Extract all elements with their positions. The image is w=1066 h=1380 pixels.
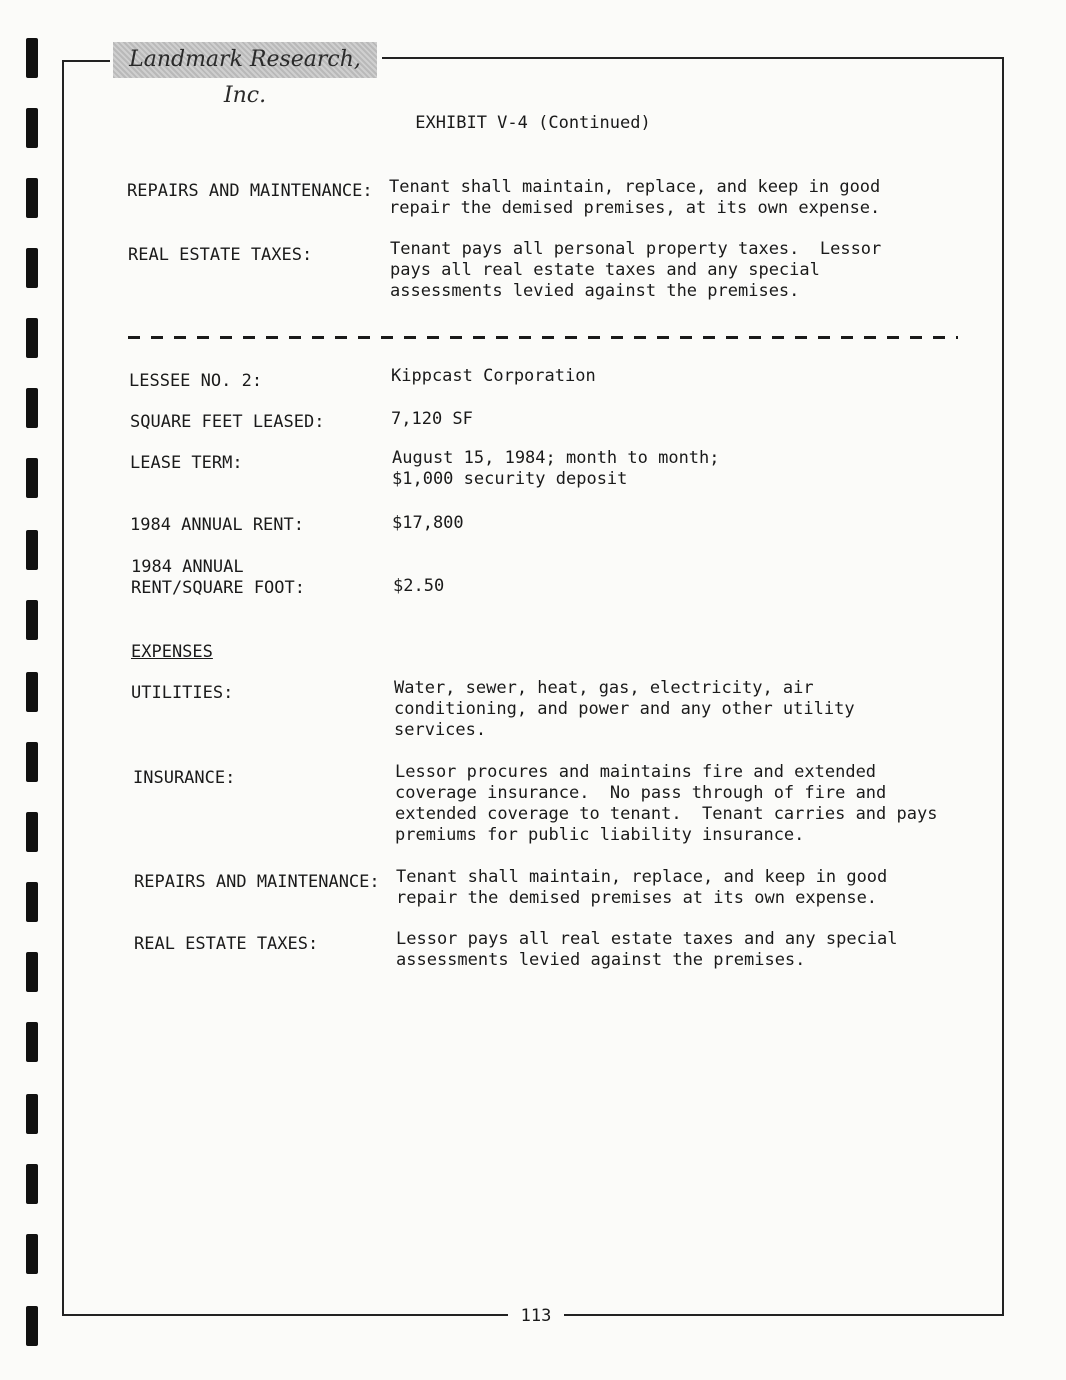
real-estate-taxes-text: Tenant pays all personal property taxes. Lessor pays all real estate taxes and any special assessments levied against the premises. (390, 239, 882, 301)
real-estate-taxes-text-2: Lessor pays all real estate taxes and any special assessments levied against the premises. (396, 929, 898, 970)
binder-mark (26, 1234, 38, 1274)
frame-top-right (382, 57, 1004, 59)
page-number: 113 (508, 1306, 564, 1326)
square-feet-value: 7,120 SF (391, 409, 473, 429)
binder-mark (26, 248, 38, 288)
lease-term-label: LEASE TERM: (130, 453, 243, 473)
section-divider (128, 336, 958, 339)
binder-mark (26, 600, 38, 640)
binder-mark (26, 1094, 38, 1134)
binder-mark (26, 742, 38, 782)
repairs-text-2: Tenant shall maintain, replace, and keep in good repair the demised premises at its own expense. (396, 867, 888, 908)
insurance-text: Lessor procures and maintains fire and extended coverage insurance. No pass through of fire and extended coverage to tenant. Tenant carries and pays premiums for public liability insurance. (395, 762, 938, 845)
lessee-value: Kippcast Corporation (391, 366, 596, 386)
binder-mark (26, 1022, 38, 1062)
binder-mark (26, 38, 38, 78)
binder-mark (26, 178, 38, 218)
repairs-text: Tenant shall maintain, replace, and keep in good repair the demised premises, at its own expense. (389, 177, 881, 218)
square-feet-label: SQUARE FEET LEASED: (130, 412, 325, 432)
annual-rent-value: $17,800 (392, 513, 464, 533)
real-estate-taxes-label-2: REAL ESTATE TAXES: (134, 934, 319, 954)
binder-mark (26, 1306, 38, 1346)
real-estate-taxes-label: REAL ESTATE TAXES: (128, 245, 313, 265)
lease-term-value: August 15, 1984; month to month; $1,000 security deposit (392, 448, 720, 489)
binder-mark (26, 812, 38, 852)
frame-right (1002, 57, 1004, 1315)
frame-left (62, 60, 64, 1315)
binder-mark (26, 952, 38, 992)
expenses-heading: EXPENSES (131, 642, 213, 662)
binder-mark (26, 318, 38, 358)
frame-top-left (62, 60, 110, 62)
binder-mark (26, 530, 38, 570)
rent-per-sf-label: 1984 ANNUAL RENT/SQUARE FOOT: (131, 557, 305, 598)
binder-mark (26, 388, 38, 428)
repairs-label: REPAIRS AND MAINTENANCE: (127, 181, 373, 201)
exhibit-title: EXHIBIT V-4 (Continued) (415, 113, 651, 133)
binder-mark (26, 882, 38, 922)
binder-mark (26, 672, 38, 712)
company-logo: Landmark Research, Inc. (113, 42, 377, 78)
rent-per-sf-value: $2.50 (393, 576, 445, 596)
binder-mark (26, 458, 38, 498)
repairs-label-2: REPAIRS AND MAINTENANCE: (134, 872, 380, 892)
binder-mark (26, 1164, 38, 1204)
annual-rent-label: 1984 ANNUAL RENT: (130, 515, 304, 535)
utilities-text: Water, sewer, heat, gas, electricity, air conditioning, and power and any other utility services. (394, 678, 855, 740)
insurance-label: INSURANCE: (133, 768, 236, 788)
lessee-label: LESSEE NO. 2: (129, 371, 263, 391)
utilities-label: UTILITIES: (131, 683, 234, 703)
